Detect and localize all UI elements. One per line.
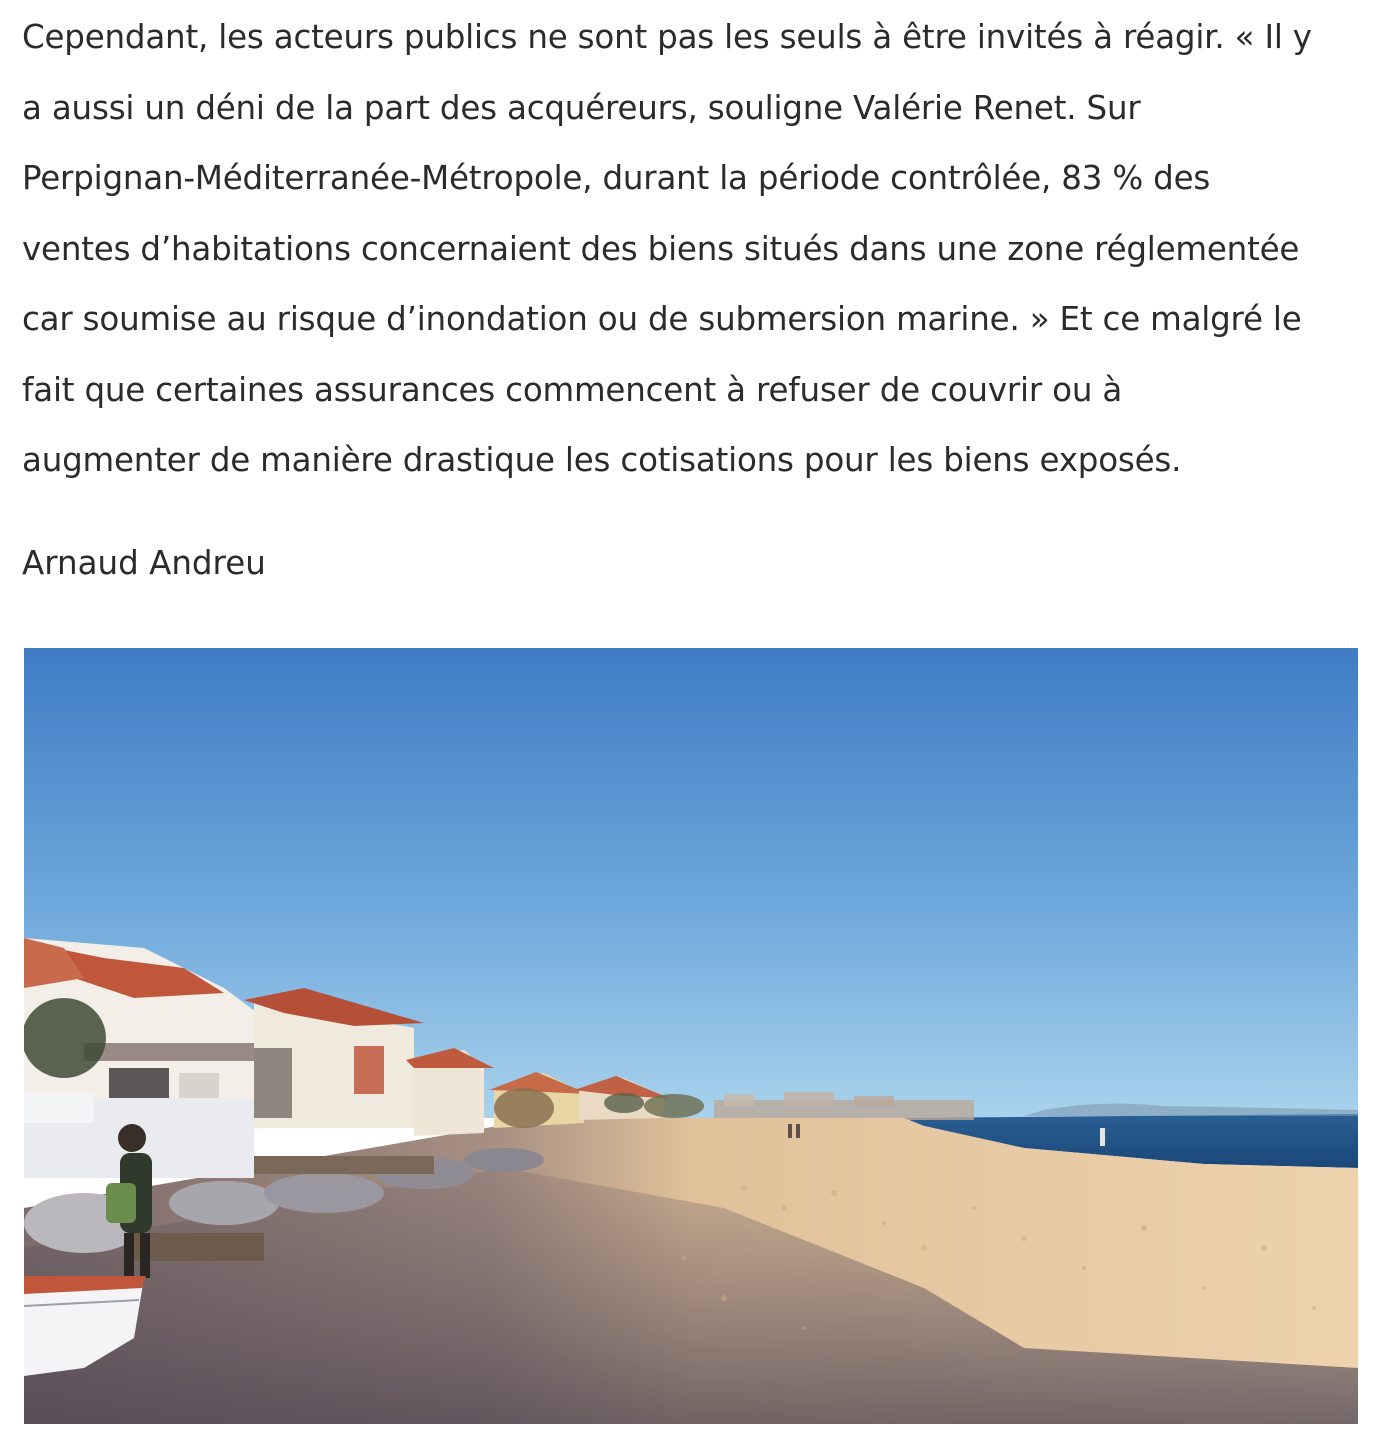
beach-photo bbox=[24, 648, 1358, 1424]
distant-person bbox=[788, 1124, 792, 1138]
paragraph-line: car soumise au risque d’inondation ou de submersion marine. » Et ce malgré le bbox=[22, 300, 1302, 338]
paragraph-line: augmenter de manière drastique les cotisations pour les biens exposés. bbox=[22, 441, 1182, 479]
author-signature: Arnaud Andreu bbox=[22, 544, 266, 582]
paragraph-line: a aussi un déni de la part des acquéreurs, souligne Valérie Renet. Sur bbox=[22, 88, 1141, 127]
wooden-deck bbox=[134, 1233, 264, 1261]
paragraph-line: ventes d’habitations concernaient des biens situés dans une zone réglementée bbox=[22, 229, 1300, 268]
article-body bbox=[22, 0, 1362, 496]
paragraph-line: Perpignan-Méditerranée-Métropole, durant la période contrôlée, 83 % des bbox=[22, 159, 1211, 197]
paragraph-line: Cependant, les acteurs publics ne sont pas les seuls à être invités à réagir. « Il y bbox=[22, 18, 1312, 56]
article-paragraph bbox=[22, 0, 1362, 496]
paragraph-line: fait que certaines assurances commencent à refuser de couvrir ou à bbox=[22, 370, 1123, 409]
